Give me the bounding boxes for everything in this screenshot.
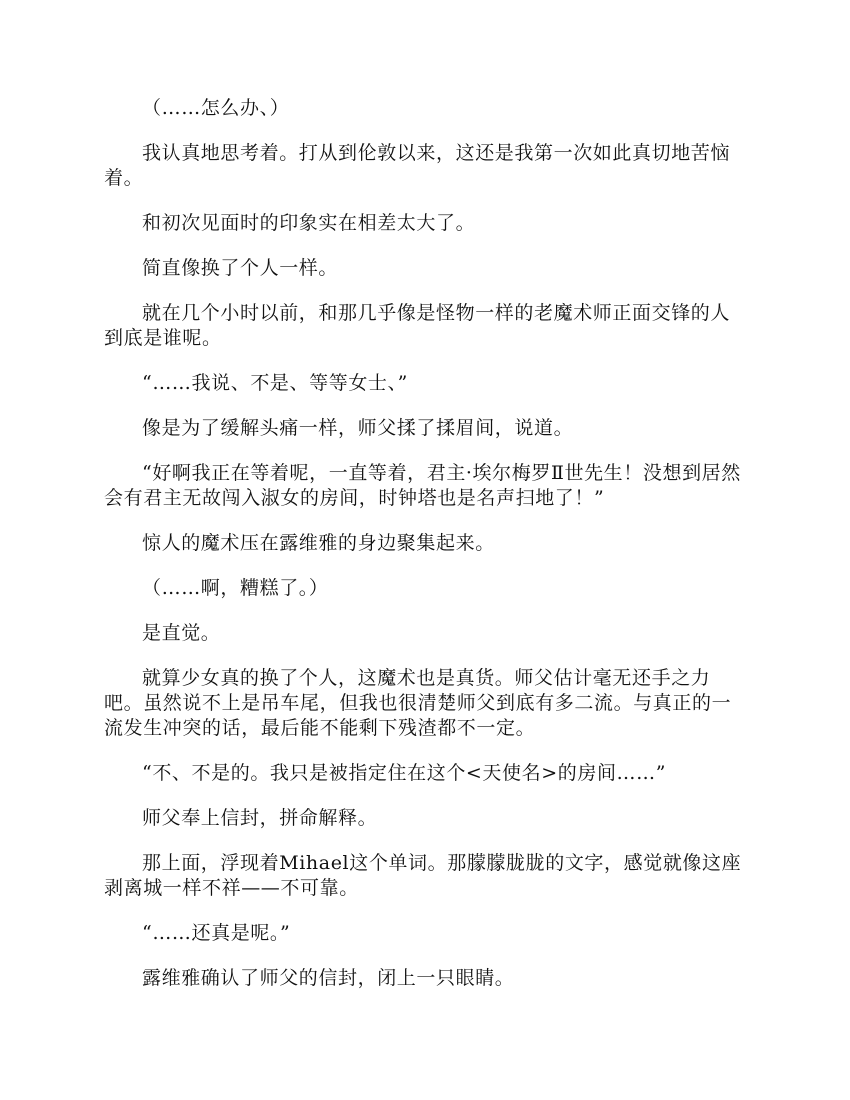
paragraph: 露维雅确认了师父的信封，闭上一只眼睛。	[142, 967, 515, 989]
paragraph: “……还真是呢。”	[142, 922, 291, 944]
paragraph: 就在几个小时以前，和那几乎像是怪物一样的老魔术师正面交锋的人到底是谁呢。	[104, 302, 731, 349]
paragraph: （……啊，糟糕了。）	[142, 577, 329, 599]
paragraph: “不、不是的。我只是被指定住在这个<天使名>的房间……”	[142, 762, 667, 784]
paragraph: 就算少女真的换了个人，这魔术也是真货。师父估计毫无还手之力吧。虽然说不上是吊车尾，但我也很清楚师父到底有多二流。与真正的一流发生冲突的话，最后能不能剩下残渣都不一定。	[104, 667, 732, 739]
paragraph: 是直觉。	[142, 622, 221, 644]
paragraph: 师父奉上信封，拼命解释。	[142, 807, 378, 829]
paragraph: 那上面，浮现着Mihael这个单词。那朦朦胧胧的文字，感觉就像这座剥离城一样不祥——不可靠。	[104, 852, 742, 899]
paragraph: 惊人的魔术压在露维雅的身边聚集起来。	[142, 532, 495, 554]
document-body	[104, 96, 748, 1011]
paragraph: 简直像换了个人一样。	[142, 257, 339, 279]
paragraph: 我认真地思考着。打从到伦敦以来，这还是我第一次如此真切地苦恼着。	[104, 142, 731, 189]
paragraph: 和初次见面时的印象实在相差太大了。	[142, 212, 476, 234]
paragraph: “……我说、不是、等等女士、”	[142, 372, 408, 394]
paragraph: “好啊我正在等着呢，一直等着，君主·埃尔梅罗Ⅱ世先生！没想到居然会有君主无故闯入淑女的房间，时钟塔也是名声扫地了！”	[104, 462, 741, 509]
paragraph: 像是为了缓解头痛一样，师父揉了揉眉间，说道。	[142, 417, 574, 439]
paragraph: （……怎么办、）	[142, 97, 290, 119]
